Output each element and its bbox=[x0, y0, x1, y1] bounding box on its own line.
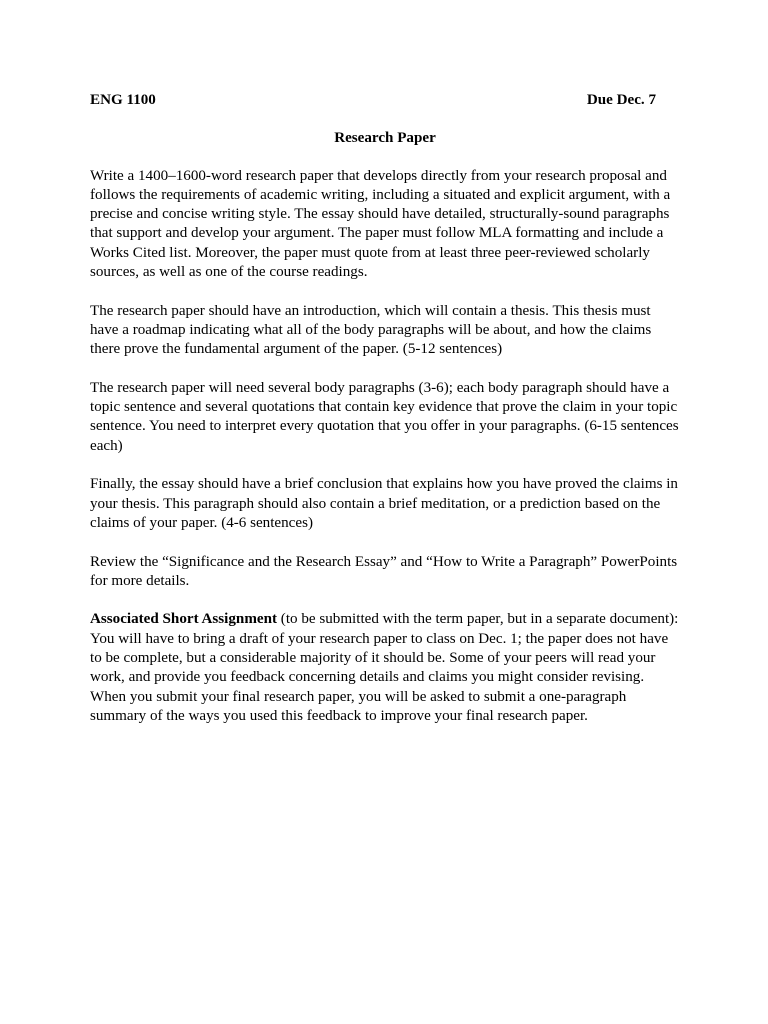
document-page bbox=[90, 91, 680, 726]
document-title: Research Paper bbox=[334, 130, 436, 147]
paragraph-review: Review the “Significance and the Research Essay” and “How to Write a Paragraph” PowerPoints for more details. bbox=[90, 553, 678, 589]
paragraph-assignment bbox=[90, 610, 680, 726]
paragraph-overview: Write a 1400–1600-word research paper that develops directly from your research proposal and follows the requirements of academic writing, including a situated and explicit argument, with a precise and concise writing style. The essay should have detailed, structurally-sound paragraphs that support and develop your argument. The paper must follow MLA formatting and include a Works Cited list. Moreover, the paper must quote from at least three peer-reviewed scholarly sources, as well as one of the course readings. bbox=[90, 167, 671, 281]
document-header bbox=[90, 91, 680, 110]
paragraph-introduction: The research paper should have an introduction, which will contain a thesis. This thesis must have a roadmap indicating what all of the body paragraphs will be about, and how the claims there prove the fundamental argument of the paper. (5-12 sentences) bbox=[90, 302, 652, 358]
course-code: ENG 1100 bbox=[90, 92, 156, 108]
paragraph-body: The research paper will need several body paragraphs (3-6); each body paragraph should have a topic sentence and several quotations that contain key evidence that prove the claim in your topic sentence. You need to interpret every quotation that you offer in your paragraphs. (6-15 sentences each) bbox=[90, 379, 679, 454]
assignment-text: (to be submitted with the term paper, but in a separate document): You will have to bring a draft of your research paper to class on Dec. 1; the paper does not have to be complete, but a considerable majority of it should be. Some of your peers will read your work, and provide you feedback concerning details and claims you might consider revising. When you submit your final research paper, you will be asked to submit a one-paragraph summary of the ways you used this feedback to improve your final research paper. bbox=[90, 611, 679, 724]
paragraph-conclusion: Finally, the essay should have a brief conclusion that explains how you have proved the claims in your thesis. This paragraph should also contain a brief meditation, or a prediction based on the claims of your paper. (4-6 sentences) bbox=[90, 476, 678, 531]
assignment-label: Associated Short Assignment bbox=[90, 611, 278, 628]
due-date: Due Dec. 7 bbox=[586, 92, 656, 108]
